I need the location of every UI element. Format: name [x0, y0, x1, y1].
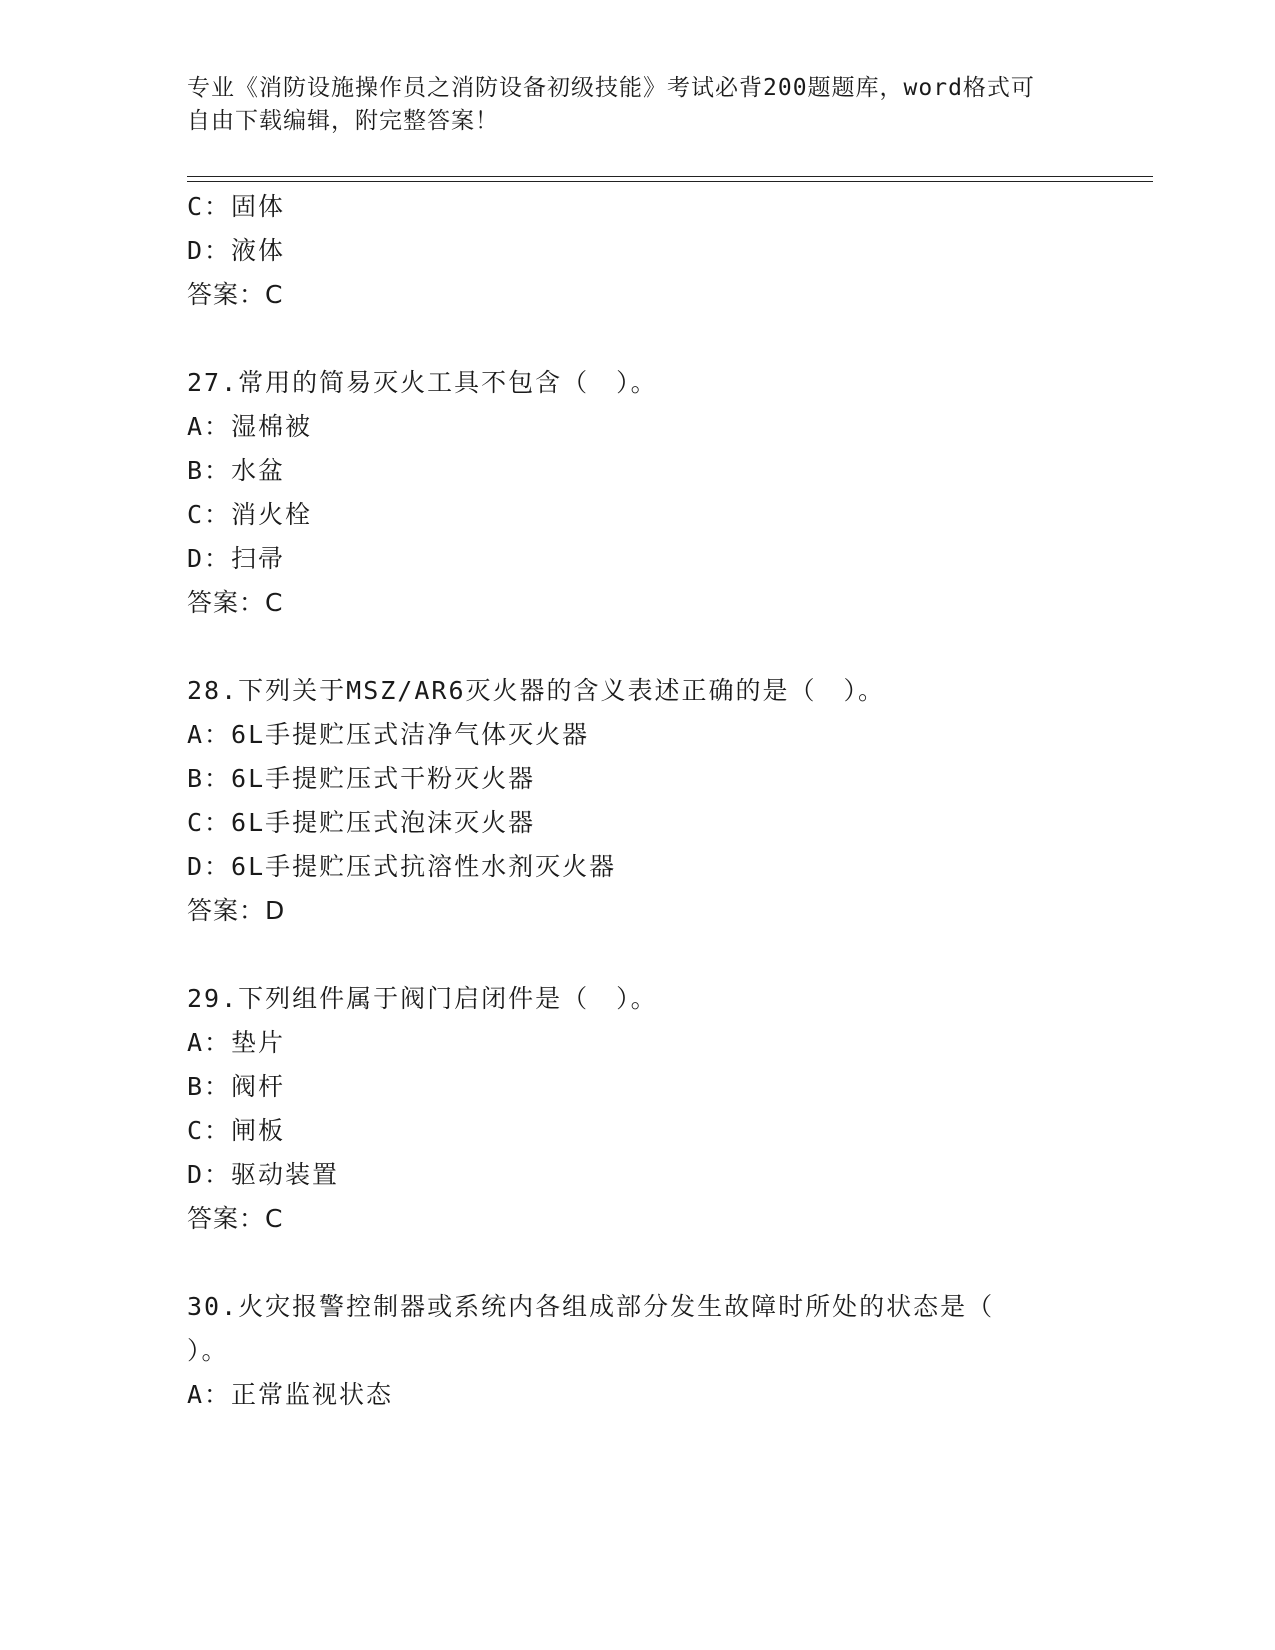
question-29-answer: 答案：C	[187, 1204, 284, 1233]
question-29-option-c: C：闸板	[187, 1116, 286, 1145]
question-29-option-b: B：阀杆	[187, 1072, 286, 1101]
question-27-option-b: B：水盆	[187, 456, 286, 485]
question-28-stem: 28.下列关于MSZ/AR6灭火器的含义表述正确的是（ ）。	[187, 676, 886, 705]
question-28-option-a: A：6L手提贮压式洁净气体灭火器	[187, 720, 590, 749]
question-29-stem: 29.下列组件属于阀门启闭件是（ ）。	[187, 984, 658, 1013]
header-divider-top	[187, 176, 1153, 177]
question-28-answer: 答案：D	[187, 896, 286, 925]
question-29-option-a: A：垫片	[187, 1028, 286, 1057]
question-27-answer: 答案：C	[187, 588, 284, 617]
document-header	[187, 72, 1087, 138]
question-30-stem-line-1: 30.火灾报警控制器或系统内各组成部分发生故障时所处的状态是（	[187, 1292, 995, 1321]
header-line-2: 自由下载编辑，附完整答案！	[187, 108, 499, 134]
header-divider-bottom	[187, 181, 1153, 182]
question-28-option-c: C：6L手提贮压式泡沫灭火器	[187, 808, 536, 837]
question-29-option-d: D：驱动装置	[187, 1160, 340, 1189]
question-30-option-a: A：正常监视状态	[187, 1380, 394, 1409]
prev-option-c: C：固体	[187, 192, 286, 221]
prev-answer: 答案：C	[187, 280, 284, 309]
question-30-stem-line-2: ）。	[187, 1336, 229, 1365]
header-line-1: 专业《消防设施操作员之消防设备初级技能》考试必背200题题库，word格式可	[187, 75, 1035, 101]
question-27-stem: 27.常用的简易灭火工具不包含（ ）。	[187, 368, 658, 397]
question-28-option-b: B：6L手提贮压式干粉灭火器	[187, 764, 536, 793]
question-27-option-c: C：消火栓	[187, 500, 313, 529]
question-27-option-a: A：湿棉被	[187, 412, 313, 441]
question-28-option-d: D：6L手提贮压式抗溶性水剂灭火器	[187, 852, 617, 881]
question-27-option-d: D：扫帚	[187, 544, 286, 573]
prev-option-d: D：液体	[187, 236, 286, 265]
